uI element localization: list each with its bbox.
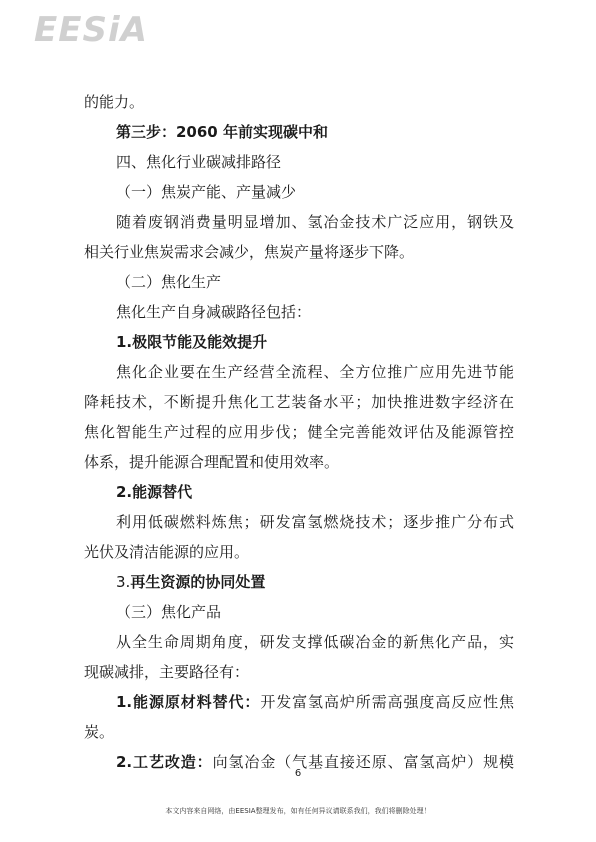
item-number: 3. <box>116 573 131 591</box>
item-text: 向氢冶金（气基直接还原、富氢高炉）规模 <box>212 753 514 771</box>
paragraph-line: 降耗技术，不断提升焦化工艺装备水平；加快推进数字经济在 <box>84 393 514 411</box>
item-heading: 2.工艺改造： <box>116 753 213 771</box>
paragraph-line: 焦化企业要在生产经营全流程、全方位推广应用先进节能 <box>116 363 514 381</box>
paragraph-line: 焦化智能生产过程的应用步伐；健全完善能效评估及能源管控 <box>84 423 514 441</box>
paragraph-line: 相关行业焦炭需求会减少，焦炭产量将逐步下降。 <box>84 243 415 261</box>
footer-disclaimer: 本文内容来自网络，由EESIA整理发布，如有任何异议请联系我们，我们将删除处理！ <box>165 807 431 815</box>
section-heading: 第三步：2060 年前实现碳中和 <box>116 123 328 141</box>
paragraph-line: 焦化生产自身减碳路径包括： <box>116 303 312 321</box>
paragraph-line: 体系，提升能源合理配置和使用效率。 <box>84 453 340 471</box>
subsection-heading: （三）焦化产品 <box>116 603 222 621</box>
item-heading <box>116 572 265 592</box>
paragraph-line <box>116 692 514 712</box>
subsection-heading: （二）焦化生产 <box>116 273 222 291</box>
item-heading: 1.极限节能及能效提升 <box>116 333 268 351</box>
paragraph-line: 的能力。 <box>84 93 145 111</box>
subsection-heading: （一）焦炭产能、产量减少 <box>116 183 297 201</box>
logo: EESiA <box>34 10 148 50</box>
paragraph-line: 光伏及清洁能源的应用。 <box>84 543 250 561</box>
paragraph-line: 从全生命周期角度，研发支撑低碳冶金的新焦化产品，实 <box>116 633 514 651</box>
section-heading: 四、焦化行业碳减排路径 <box>116 153 282 171</box>
item-text: 开发富氢高炉所需高强度高反应性焦 <box>260 693 514 711</box>
item-title: 再生资源的协同处置 <box>130 573 266 591</box>
item-heading: 1.能源原材料替代： <box>116 693 261 711</box>
paragraph-line: 利用低碳燃料炼焦；研发富氢燃烧技术；逐步推广分布式 <box>116 513 514 531</box>
page-number: 6 <box>294 768 302 779</box>
item-heading: 2.能源替代 <box>116 483 193 501</box>
paragraph-line: 炭。 <box>84 723 115 741</box>
paragraph-line: 现碳减排，主要路径有： <box>84 663 250 681</box>
paragraph-line: 随着废钢消费量明显增加、氢冶金技术广泛应用，钢铁及 <box>116 213 514 231</box>
